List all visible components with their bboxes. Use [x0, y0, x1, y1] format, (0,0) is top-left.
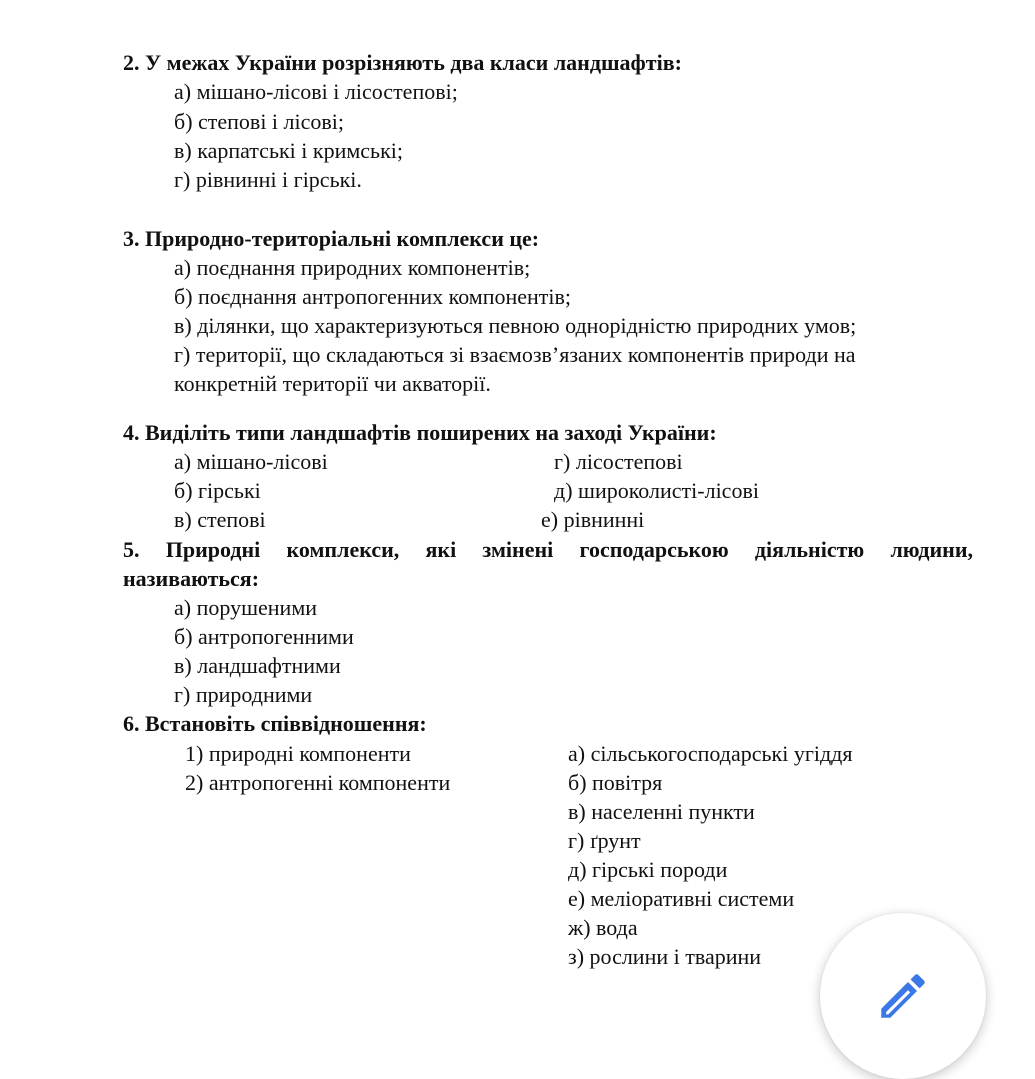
pencil-icon — [874, 967, 932, 1025]
question-5-option-a: а) порушеними — [174, 595, 318, 620]
question-5-option-d: г) природними — [174, 682, 313, 707]
question-5-title-line-2: називаються: — [123, 566, 260, 591]
question-6-right-item-b: б) повітря — [568, 770, 663, 795]
question-4-option-d: г) лісостепові — [554, 449, 683, 474]
question-6-right-item-d: г) ґрунт — [568, 828, 641, 853]
question-3-option-d: г) території, що складаються зі взаємозв’язаних компонентів природи на — [174, 342, 856, 367]
question-4-option-b: б) гірські — [174, 478, 261, 503]
question-6-right-item-a: а) сільськогосподарські угіддя — [568, 741, 853, 766]
question-6-title: 6. Встановіть співвідношення: — [123, 711, 427, 736]
question-4-option-a: а) мішано-лісові — [174, 449, 328, 474]
question-6-right-item-f: е) меліоративні системи — [568, 886, 795, 911]
question-4-option-c: в) степові — [174, 507, 266, 532]
question-6-right-item-g: ж) вода — [568, 915, 638, 940]
question-6-right-item-h: з) рослини і тварини — [568, 944, 762, 969]
question-5-title-line-1: 5. Природні комплекси, які змінені господарською діяльністю людини, — [123, 537, 973, 562]
question-4-title: 4. Виділіть типи ландшафтів поширених на заході України: — [123, 420, 717, 445]
question-5-option-c: в) ландшафтними — [174, 653, 341, 678]
question-3-option-a: а) поєднання природних компонентів; — [174, 255, 531, 280]
question-3-title: 3. Природно-територіальні комплекси це: — [123, 226, 540, 251]
question-2-option-b: б) степові і лісові; — [174, 109, 345, 134]
question-4-option-f: е) рівнинні — [541, 507, 645, 532]
question-2-option-c: в) карпатські і кримські; — [174, 138, 403, 163]
question-2-option-d: г) рівнинні і гірські. — [174, 167, 362, 192]
question-3-option-c: в) ділянки, що характеризуються певною однорідністю природних умов; — [174, 313, 857, 338]
question-6-left-item-2: 2) антропогенні компоненти — [185, 770, 451, 795]
question-5-option-b: б) антропогенними — [174, 624, 354, 649]
question-6-right-item-c: в) населенні пункти — [568, 799, 755, 824]
question-6-left-item-1: 1) природні компоненти — [185, 741, 411, 766]
question-3-option-b: б) поєднання антропогенних компонентів; — [174, 284, 572, 309]
question-2-option-a: а) мішано-лісові і лісостепові; — [174, 79, 458, 104]
edit-button[interactable] — [820, 913, 986, 1079]
question-4-option-e: д) широколисті-лісові — [554, 478, 759, 503]
question-2-title: 2. У межах України розрізняють два класи ландшафтів: — [123, 50, 682, 75]
question-3-option-d-continued: конкретній території чи акваторії. — [174, 371, 491, 396]
question-6-right-item-e: д) гірські породи — [568, 857, 728, 882]
